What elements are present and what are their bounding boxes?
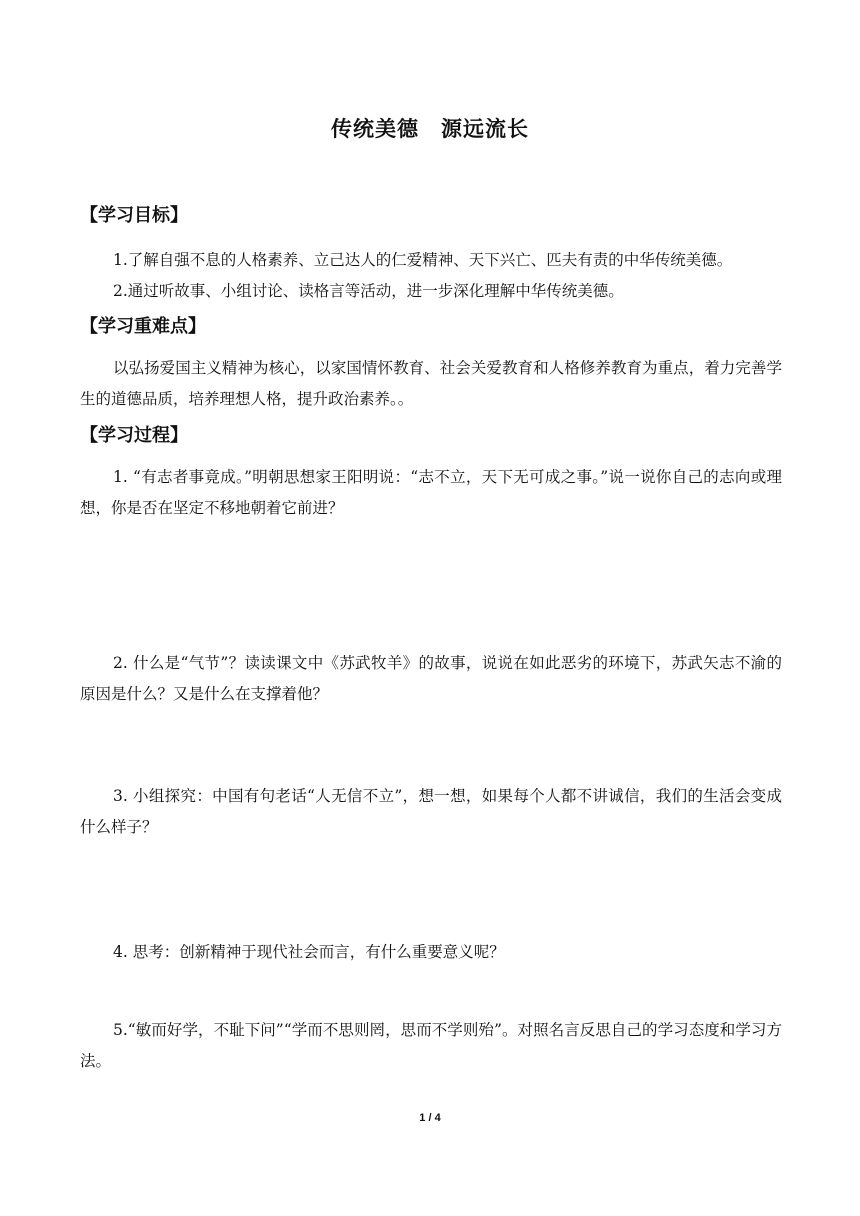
key-points-heading: 【学习重难点】 (80, 316, 206, 337)
question-4: 4. 思考：创新精神于现代社会而言，有什么重要意义呢？ (113, 943, 505, 961)
process-heading: 【学习过程】 (80, 425, 188, 446)
objective-item-2: 2.通过听故事、小组讨论、读格言等活动，进一步深化理解中华传统美德。 (113, 282, 624, 300)
question-1: 1. “有志者事竟成。”明朝思想家王阳明说：“志不立，天下无可成之事。”说一说你自己的志向或理想，你是否在坚定不移地朝着它前进？ (80, 468, 782, 517)
question-5: 5.“敏而好学，不耻下问”“学而不思则罔，思而不学则殆”。对照名言反思自己的学习态度和学习方法。 (80, 1021, 782, 1070)
question-3: 3. 小组探究：中国有句老话“人无信不立”，想一想，如果每个人都不讲诚信，我们的生活会变成什么样子？ (80, 787, 782, 836)
key-points-text: 以弘扬爱国主义精神为核心，以家国情怀教育、社会关爱教育和人格修养教育为重点，着力完善学生的道德品质，培养理想人格，提升政治素养。。 (80, 359, 782, 408)
objectives-heading: 【学习目标】 (80, 205, 188, 226)
page-number: 1 / 4 (419, 1112, 441, 1124)
question-2: 2. 什么是“气节”？读读课文中《苏武牧羊》的故事，说说在如此恶劣的环境下，苏武矢志不渝的原因是什么？又是什么在支撑着他？ (80, 654, 782, 703)
document-title: 传统美德 源远流长 (331, 116, 529, 141)
objective-item-1: 1.了解自强不息的人格素养、立己达人的仁爱精神、天下兴亡、匹夫有责的中华传统美德。 (113, 251, 733, 269)
